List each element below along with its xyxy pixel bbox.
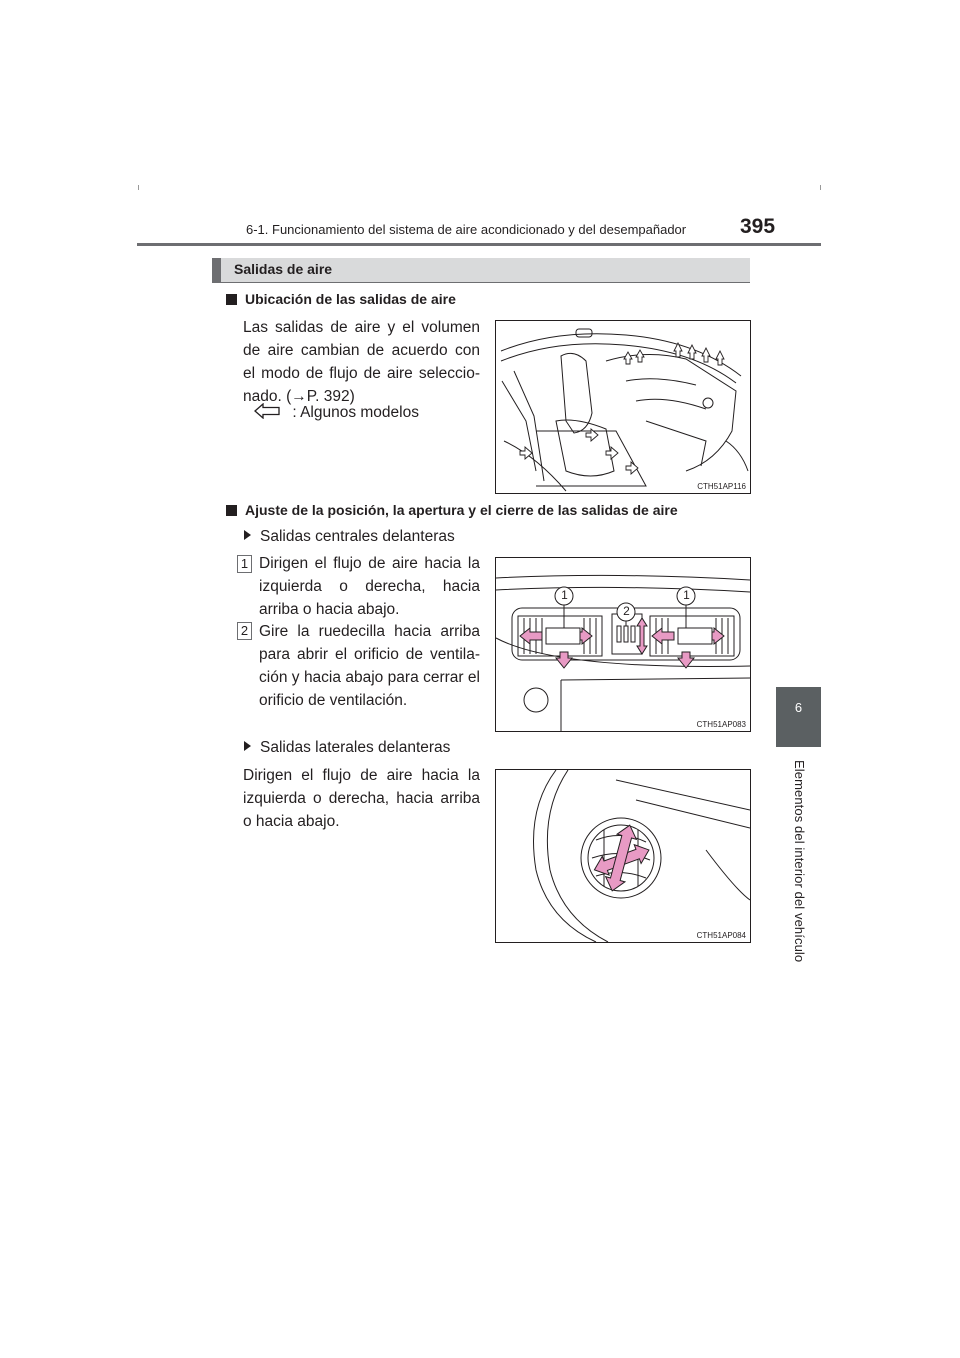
header-rule [137,243,821,246]
callout-number: 2 [623,604,630,618]
figure-code: CTH51AP116 [697,482,746,491]
legend-text: : Algunos modelos [292,404,419,421]
triangle-bullet-icon [244,530,251,540]
section-title: Salidas de aire [234,261,333,277]
figure-cabin-outlets [495,320,751,494]
figure-side-vent [495,769,751,943]
section-title-bar [212,258,750,282]
cabin-illustration [496,321,750,493]
side-tab-label: Elementos del interior del vehículo [792,760,807,963]
crop-mark [138,185,139,190]
callout-number: 1 [561,588,568,602]
chapter-title: 6-1. Funcionamiento del sistema de aire acondicionado y del desempañador [246,222,687,237]
paragraph: Las salidas de aire y el volumen de aire cambian de acuerdo con el modo de flujo de aire seleccio-nado. (→P. 392) [243,319,480,405]
subsection-heading: Ajuste de la posición, la apertura y el cierre de las salidas de aire [226,502,678,518]
square-bullet-icon [226,294,237,305]
figure-code: CTH51AP083 [696,720,746,729]
side-tab [776,687,821,747]
center-vents-illustration [496,558,750,731]
step-text: Gire la ruedecilla hacia arriba para abrir el orificio de ventila-ción y hacia abajo para cerrar el orificio de ventilación. [259,623,480,709]
subsection-heading: Ubicación de las salidas de aire [226,291,456,307]
outlet-arrow-icon [254,403,280,419]
callout-number: 1 [683,588,690,602]
step-number: 1 [237,555,252,573]
figure-center-vents [495,557,751,732]
step-number: 2 [237,622,252,640]
page-number: 395 [740,215,776,238]
triangle-bullet-icon [244,741,251,751]
crop-mark [820,185,821,190]
figure-code: CTH51AP084 [696,931,746,940]
step-text: Dirigen el flujo de aire hacia la izquierda o derecha, hacia arriba o hacia abajo. [259,555,480,618]
bullet-item: Salidas laterales delanteras [244,739,450,757]
paragraph: Dirigen el flujo de aire hacia la izquierda o derecha, hacia arriba o hacia abajo. [243,767,480,830]
side-vent-illustration [496,770,750,942]
legend [254,403,419,422]
square-bullet-icon [226,505,237,516]
side-tab-number: 6 [794,700,803,715]
section-rule [212,282,750,283]
bullet-item: Salidas centrales delanteras [244,528,455,546]
